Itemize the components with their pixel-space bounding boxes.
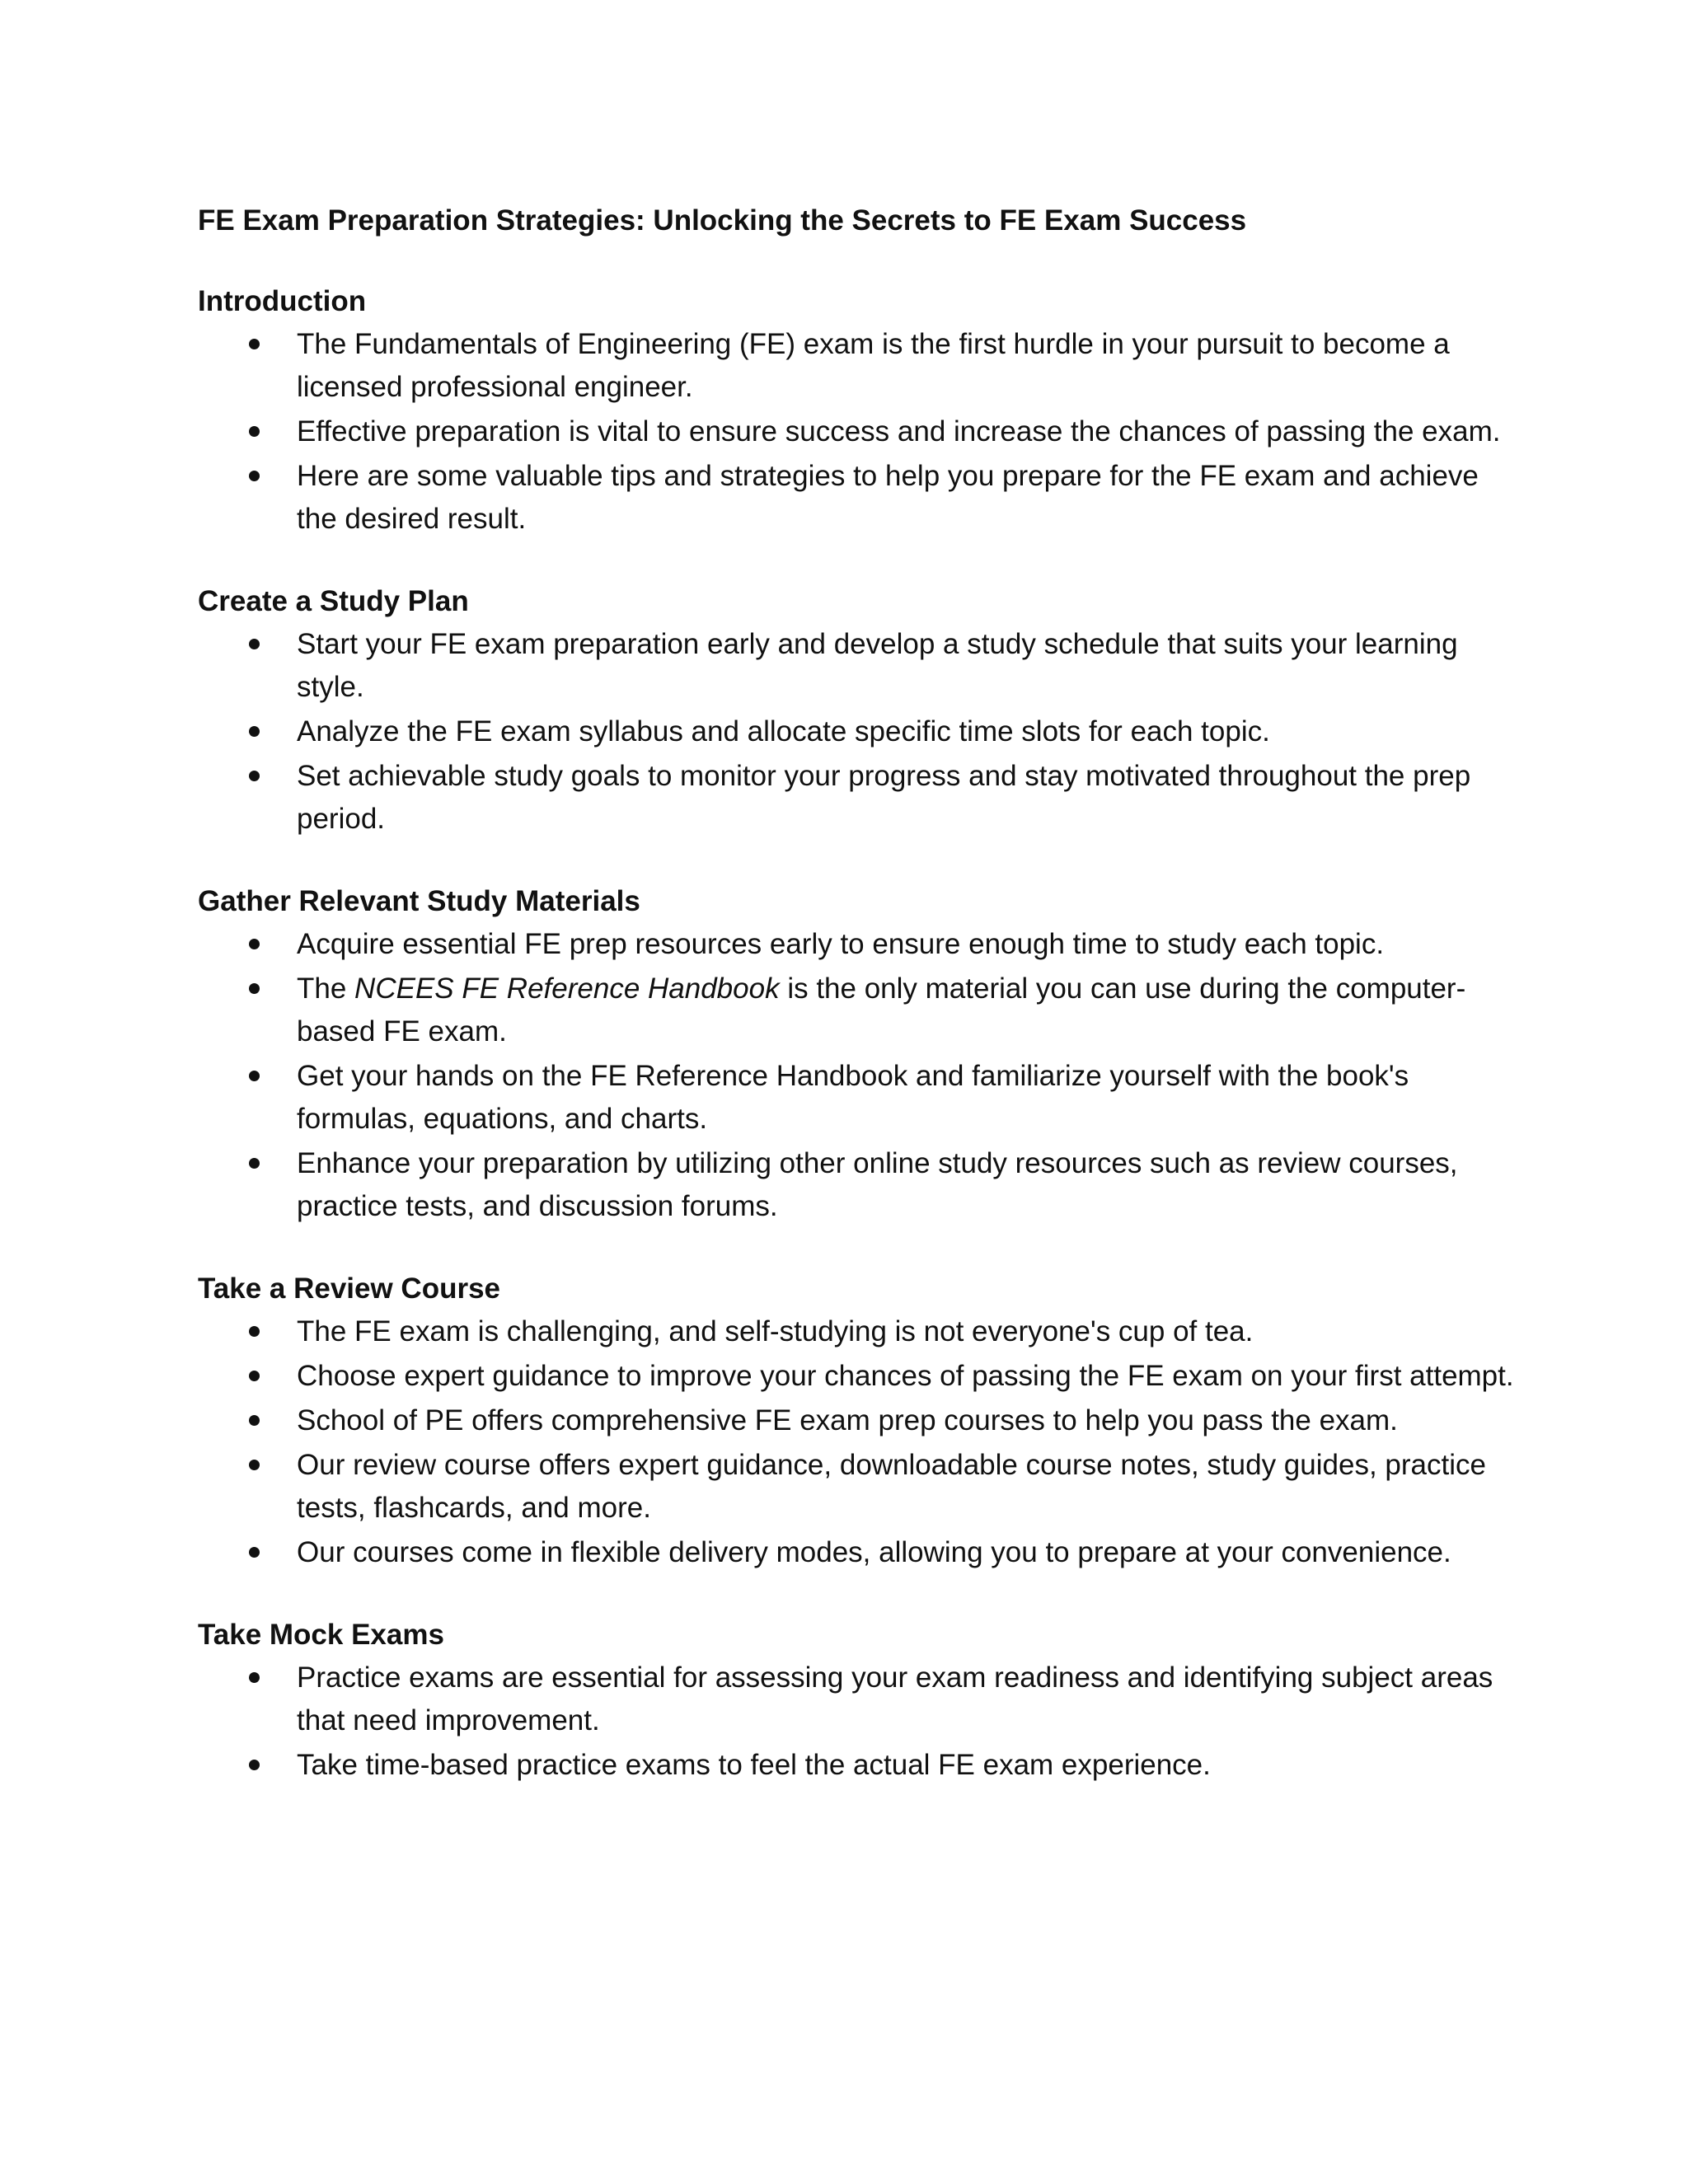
list-item-text: Our review course offers expert guidance, downloadable course notes, study guides, practice tests, flashcards, and more. <box>297 1449 1486 1524</box>
list-item-text: Acquire essential FE prep resources early to ensure enough time to study each topic. <box>297 928 1385 960</box>
list-item <box>198 923 1517 966</box>
bullet-icon <box>249 1460 260 1470</box>
list-item-text: Get your hands on the FE Reference Handbook and familiarize yourself with the book's formulas, equations, and charts. <box>297 1060 1409 1135</box>
bullet-list <box>198 623 1517 841</box>
bullet-icon <box>249 339 260 349</box>
section-heading: Introduction <box>198 285 367 317</box>
bullet-icon <box>249 726 260 737</box>
list-item-text: Take time-based practice exams to feel the actual FE exam experience. <box>297 1749 1211 1781</box>
list-item-text-before: The <box>297 972 355 1005</box>
bullet-icon <box>249 1071 260 1081</box>
bullet-icon <box>249 1326 260 1337</box>
document-page <box>198 199 1517 1826</box>
list-item-text: Practice exams are essential for assessing your exam readiness and identifying subject areas that need improvement. <box>297 1661 1493 1736</box>
list-item-text: Effective preparation is vital to ensure success and increase the chances of passing the exam. <box>297 415 1501 448</box>
section-gather-study-materials <box>198 880 1517 1228</box>
list-item <box>198 1657 1517 1742</box>
list-item <box>198 1142 1517 1228</box>
section-take-review-course <box>198 1268 1517 1574</box>
bullet-icon <box>249 471 260 481</box>
bullet-icon <box>249 426 260 437</box>
bullet-list <box>198 923 1517 1228</box>
bullet-icon <box>249 939 260 949</box>
list-item-text: Here are some valuable tips and strategies to help you prepare for the FE exam and achieve the desired result. <box>297 460 1479 535</box>
list-item <box>198 1444 1517 1530</box>
bullet-icon <box>249 1547 260 1558</box>
list-item-text: Set achievable study goals to monitor your progress and stay motivated throughout the prep period. <box>297 760 1471 835</box>
bullet-icon <box>249 639 260 649</box>
list-item-text: Analyze the FE exam syllabus and allocate specific time slots for each topic. <box>297 715 1270 748</box>
list-item <box>198 1531 1517 1574</box>
bullet-list <box>198 1310 1517 1574</box>
list-item-text: Start your FE exam preparation early and develop a study schedule that suits your learning style. <box>297 628 1458 703</box>
list-item <box>198 455 1517 541</box>
bullet-icon <box>249 1760 260 1770</box>
list-item <box>198 1355 1517 1398</box>
bullet-icon <box>249 1415 260 1426</box>
bullet-icon <box>249 1371 260 1381</box>
list-item <box>198 710 1517 753</box>
section-introduction <box>198 280 1517 541</box>
handbook-title: NCEES FE Reference Handbook <box>354 972 780 1005</box>
list-item <box>198 1399 1517 1442</box>
list-item-text: Choose expert guidance to improve your chances of passing the FE exam on your first attempt. <box>297 1360 1514 1392</box>
section-heading: Take a Review Course <box>198 1272 501 1305</box>
section-heading: Take Mock Exams <box>198 1619 444 1651</box>
section-heading: Create a Study Plan <box>198 585 469 617</box>
list-item <box>198 1310 1517 1353</box>
bullet-list <box>198 323 1517 541</box>
bullet-icon <box>249 1158 260 1169</box>
list-item <box>198 755 1517 841</box>
list-item-text: Enhance your preparation by utilizing other online study resources such as review courses, practice tests, and discussion forums. <box>297 1147 1458 1222</box>
list-item <box>198 410 1517 453</box>
list-item <box>198 323 1517 409</box>
list-item <box>198 968 1517 1053</box>
list-item-text: The FE exam is challenging, and self-studying is not everyone's cup of tea. <box>297 1315 1254 1347</box>
list-item-text-after: is the only material you can use during the computer-based FE exam. <box>297 972 1466 1047</box>
list-item <box>198 1055 1517 1141</box>
bullet-icon <box>249 1672 260 1683</box>
list-item-text: Our courses come in flexible delivery modes, allowing you to prepare at your convenience. <box>297 1536 1451 1568</box>
list-item-text: The Fundamentals of Engineering (FE) exam is the first hurdle in your pursuit to become a licensed professional engineer. <box>297 328 1450 403</box>
section-heading: Gather Relevant Study Materials <box>198 885 640 917</box>
document-title: FE Exam Preparation Strategies: Unlocking the Secrets to FE Exam Success <box>198 204 1247 237</box>
bullet-icon <box>249 771 260 781</box>
bullet-list <box>198 1657 1517 1787</box>
section-take-mock-exams <box>198 1614 1517 1787</box>
list-item-text: School of PE offers comprehensive FE exam prep courses to help you pass the exam. <box>297 1404 1398 1436</box>
list-item <box>198 623 1517 709</box>
list-item <box>198 1744 1517 1787</box>
section-create-study-plan <box>198 580 1517 841</box>
bullet-icon <box>249 983 260 994</box>
